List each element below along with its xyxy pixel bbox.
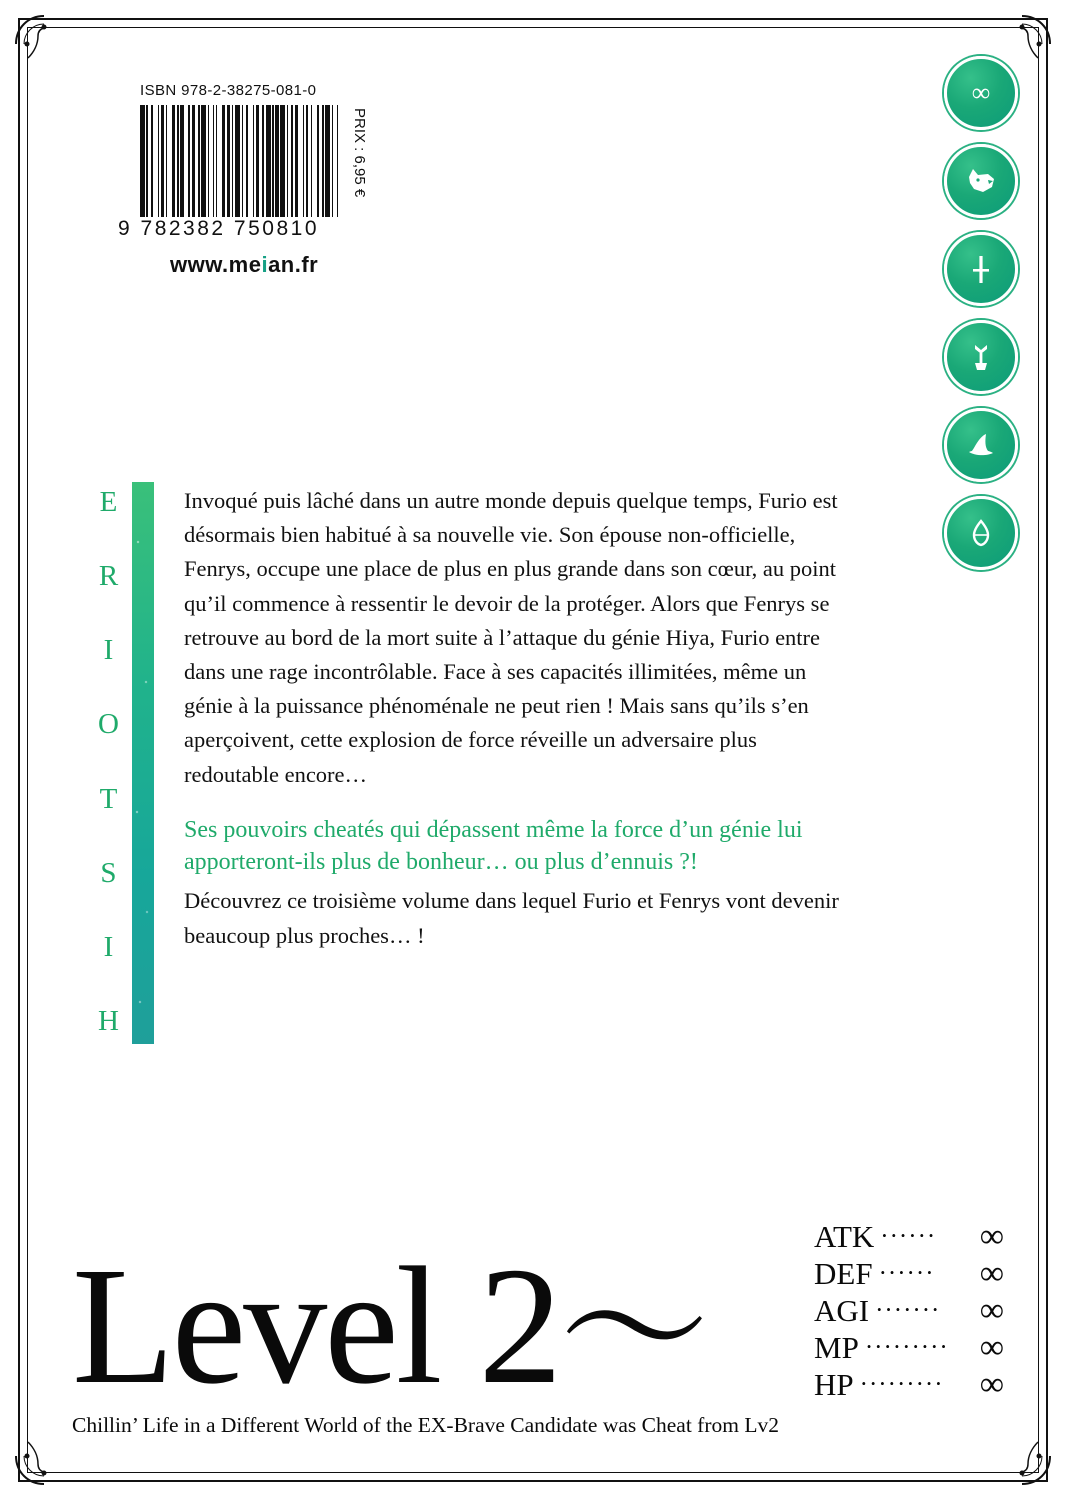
stat-value: ∞ [979,1255,1004,1292]
stats-list [814,1219,1004,1404]
stat-row [814,1293,1004,1330]
infinity-icon [944,56,1018,130]
story-label: E R I O T S I H [98,486,120,1037]
isbn-block [118,82,390,277]
stat-name: AGI [814,1293,870,1328]
stat-name: HP [814,1367,854,1402]
sword-icon [944,232,1018,306]
page-title: Level 2〜 [72,1233,704,1420]
subtitle: Chillin’ Life in a Different World of the EX-Brave Candidate was Cheat from Lv2 [72,1413,779,1437]
stat-row [814,1256,1004,1293]
story-closing: Découvrez ce troisième volume dans lequel Furio et Fenrys vont devenir beaucoup plus proches… ! [184,888,839,948]
shovel-icon [944,320,1018,394]
badge-list [944,56,1018,570]
title-block [72,1233,832,1420]
stat-value: ∞ [979,1329,1004,1366]
price-label: PRIX : 6,95 € [351,108,368,198]
stat-dots: ······· [875,1297,941,1324]
story-section [86,482,856,1044]
stat-dots: ······ [880,1223,937,1250]
stat-name: DEF [814,1256,873,1291]
svg-text:∞: ∞ [971,78,991,107]
wolf-head-icon [944,144,1018,218]
witch-hat-icon [944,408,1018,482]
stat-name: MP [814,1330,859,1365]
stat-row [814,1367,1004,1404]
stat-value: ∞ [979,1218,1004,1255]
publisher-website: www.meian.fr [170,252,319,277]
barcode [118,105,340,240]
story-paragraph: Invoqué puis lâché dans un autre monde depuis quelque temps, Furio est désormais bien habitué à sa nouvelle vie. Son épouse non-officielle, Fenrys, occupe une place de plus en plus grande dans son cœur, au point qu’il commence à ressentir le devoir de la protéger. Alors que Fenrys se retrouve au bord de la mort suite à l’attaque du génie Hiya, Furio entre dans une rage incontrôlable. Face à ses capacités illimitées, même un génie à la puissance phénoménale ne peut rien ! Mais sans qu’ils s’en aperçoivent, cette explosion de force réveille un adversaire plus redoutable encore… [184,488,838,787]
stat-dots: ········· [859,1371,944,1398]
gem-icon [944,496,1018,570]
stat-dots: ······ [878,1260,935,1287]
stat-row [814,1330,1004,1367]
isbn-number: ISBN 978-2-38275-081-0 [140,82,317,99]
stat-dots: ········· [864,1334,949,1361]
stat-row [814,1219,1004,1256]
stat-value: ∞ [979,1366,1004,1403]
story-accent-bar [132,482,154,1044]
corner-ornament-icon [14,1424,76,1486]
barcode-digits: 9 782382 750810 [118,217,319,240]
corner-ornament-icon [14,14,76,76]
stat-value: ∞ [979,1292,1004,1329]
story-highlight: Ses pouvoirs cheatés qui dépassent même la force d’un génie lui apporteront-ils plus de bonheur… ou plus d’ennuis ?! [184,816,803,876]
stat-name: ATK [814,1219,875,1254]
story-text [184,482,856,1044]
corner-ornament-icon [990,1424,1052,1486]
